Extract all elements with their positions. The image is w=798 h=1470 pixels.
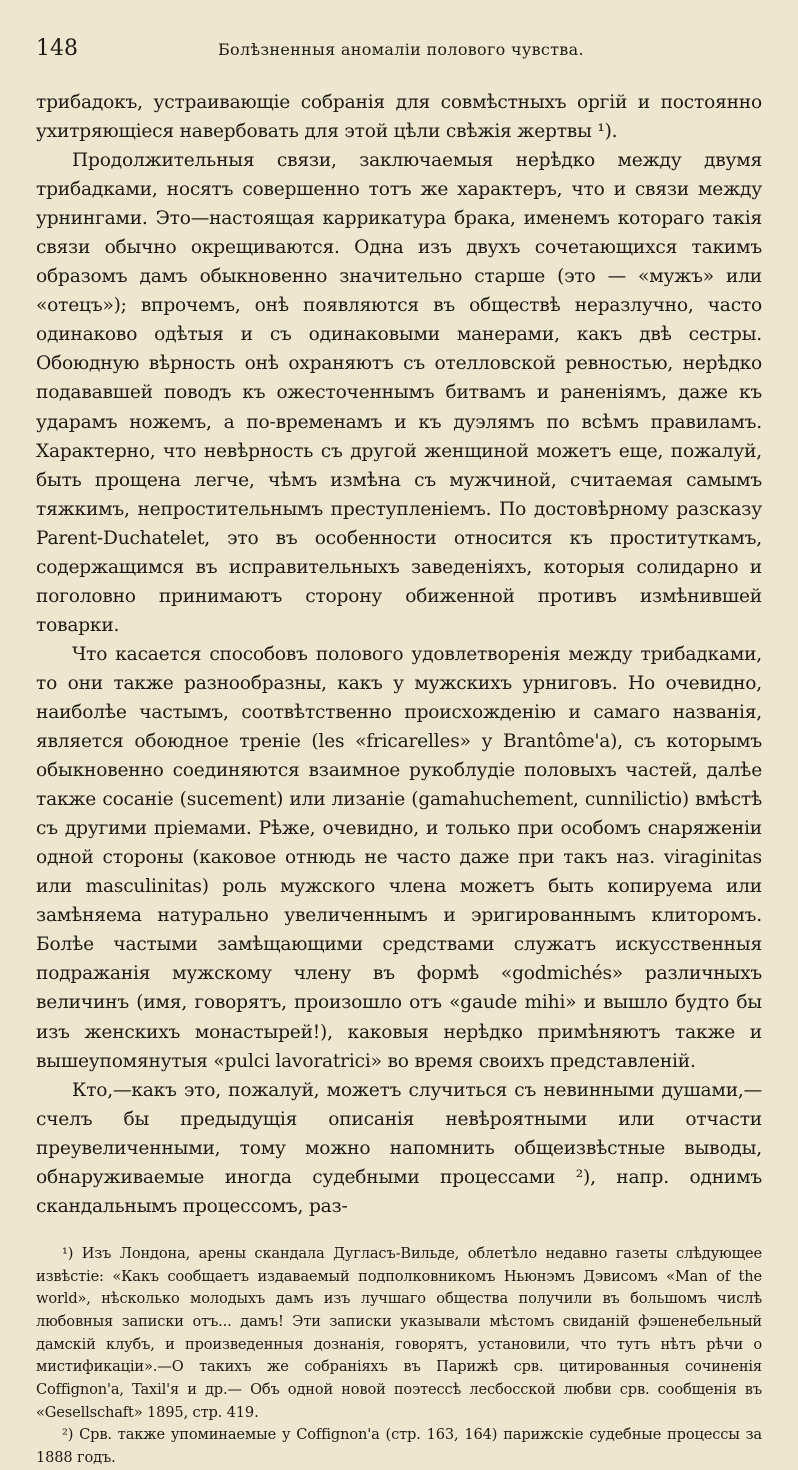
main-text <box>36 88 762 1221</box>
paragraph-long-relations: Продолжительныя связи, заключаемыя нерѣдко между двумя трибадками, носятъ совершенно тотъ же характеръ, что и связи между урнингами. Это—настоящая каррикатура брака, именемъ котораго такія связи обычно окрещиваются. Одна изъ двухъ сочетающихся такимъ образомъ дамъ обыкновенно значительно старше (это — «мужъ» или «отецъ»); впрочемъ, онѣ появляются въ обществѣ неразлучно, часто одинаково одѣтыя и съ одинаковыми манерами, какъ двѣ сестры. Обоюдную вѣрность онѣ охраняютъ съ отелловской ревностью, нерѣдко подававшей поводъ къ ожесточеннымъ битвамъ и раненіямъ, даже къ ударамъ ножемъ, а по-временамъ и къ дуэлямъ по всѣмъ правиламъ. Характерно, что невѣрность съ другой женщиной можетъ еще, пожалуй, быть прощена легче, чѣмъ измѣна съ мужчиной, считаемая самымъ тяжкимъ, непростительнымъ преступленіемъ. По достовѣрному разсказу Parent-Duchatelet, это въ особенности относится къ проституткамъ, содержащимся въ исправительныхъ заведеніяхъ, которыя солидарно и поголовно принимаютъ сторону обиженной противъ измѣнившей товарки. <box>36 150 762 636</box>
running-title: Болѣзненныя аномаліи полового чувства. <box>218 40 584 59</box>
footnotes <box>36 1243 762 1470</box>
footnote-2: ²) Срв. также упоминаемые у Coffignon'а (стр. 163, 164) парижскіе судебные процессы за 1888 годъ. <box>36 1426 762 1467</box>
footnote-1: ¹) Изъ Лондона, арены скандала Дугласъ-Вильде, облетѣло недавно газеты слѣдующее извѣстіе: «Какъ сообщаетъ издаваемый подполковникомъ Ньюнэмъ Дэвисомъ «Man of the world», нѣсколько молодыхъ дамъ изъ лучшаго общества получили въ большомъ числѣ любовныя записки отъ... дамъ! Эти записки указывали мѣстомъ свиданій фэшенебельный дамскій клубъ, и произведенныя дознанія, говорятъ, установили, что тутъ нѣтъ рѣчи о мистификаціи».—О такихъ же собраніяхъ въ Парижѣ срв. цитированныя сочиненія Coffignon'а, Taxil'я и др.— Объ одной новой поэтессѣ лесбосской любви срв. сообщенія въ «Gesellschaft» 1895, стр. 419. <box>36 1244 762 1421</box>
page-header <box>36 36 762 70</box>
paragraph-continuation: трибадокъ, устраивающіе собранія для совмѣстныхъ оргій и постоянно ухитряющіеся навербовать для этой цѣли свѣжія жертвы ¹). <box>36 92 762 143</box>
paragraph-court-cases: Кто,—какъ это, пожалуй, можетъ случиться съ невинными душами,—счелъ бы предыдущія описанія невѣроятными или отчасти преувеличенными, тому можно напомнить общеизвѣстные выводы, обнаруживаемые иногда судебными процессами ²), напр. однимъ скандальнымъ процессомъ, раз- <box>36 1079 762 1217</box>
page-number: 148 <box>36 36 78 61</box>
paragraph-satisfaction-methods: Что касается способовъ полового удовлетворенія между трибадками, то они также разнообразны, какъ у мужскихъ урниговъ. Но очевидно, наиболѣе частымъ, соотвѣтственно происхожденію и самаго названія, является обоюдное треніе (les «fricarelles» у Brantôme'а), съ которымъ обыкновенно соединяются взаимное рукоблудіе половыхъ частей, далѣе также сосаніе (sucement) или лизаніе (gamahuchement, cunnilictio) вмѣстѣ съ другими пріемами. Рѣже, очевидно, и только при особомъ снаряженіи одной стороны (каковое отнюдь не часто даже при такъ наз. viraginitas или masculinitas) роль мужского члена можетъ быть копируема или замѣняема натурально увеличеннымъ и эригированнымъ клиторомъ. Болѣе частыми замѣщающими средствами служатъ искусственныя подражанія мужскому члену въ формѣ «godmichés» различныхъ величинъ (имя, говорятъ, произошло отъ «gaude mihi» и вышло будто бы изъ женскихъ монастырей!), каковыя нерѣдко примѣняютъ также и вышеупомянутыя «pulci lavoratrici» во время своихъ представленій. <box>36 643 762 1072</box>
